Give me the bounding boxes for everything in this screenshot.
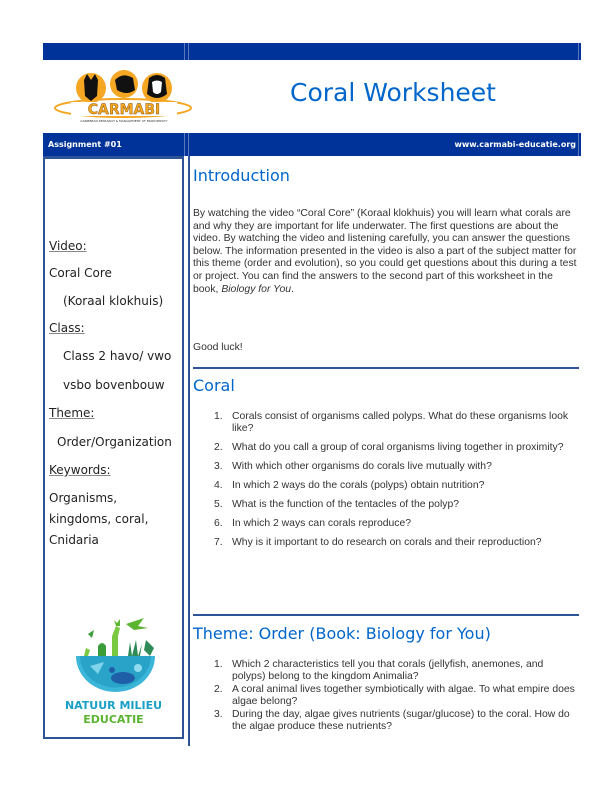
column-divider bbox=[188, 156, 190, 746]
banner-divider bbox=[578, 133, 579, 156]
partner-logo-text-1: NATUUR MILIEU bbox=[64, 699, 163, 712]
list-item: 3. During the day, algae gives nutrients (sugar/glucose) to the coral. How do the algae produce these nutrients? bbox=[214, 709, 570, 732]
list-item: 7. Why is it important to do research on corals and their reproduction? bbox=[214, 537, 542, 548]
svg-text:CARIBBEAN RESEARCH & MANAGEMEN: CARIBBEAN RESEARCH & MANAGEMENT OF BIODIVERSITY bbox=[80, 119, 168, 123]
natuur-milieu-educatie-logo bbox=[68, 614, 163, 694]
banner-divider bbox=[184, 133, 185, 156]
introduction-heading: Introduction bbox=[193, 166, 290, 185]
top-banner-bar bbox=[43, 43, 581, 60]
list-item: 4. In which 2 ways do the corals (polyps) obtain nutrition? bbox=[214, 480, 485, 491]
list-item: 2. What do you call a group of coral organisms living together in proximity? bbox=[214, 442, 564, 453]
theme-label: Theme: bbox=[49, 406, 95, 420]
list-item: 6. In which 2 ways can corals reproduce? bbox=[214, 518, 412, 529]
banner-divider bbox=[578, 43, 579, 60]
assignment-number: Assignment #01 bbox=[48, 140, 122, 149]
coral-questions bbox=[193, 411, 579, 549]
introduction-paragraph bbox=[193, 208, 579, 296]
partner-logo-text-2: EDUCATIE bbox=[83, 713, 144, 726]
svg-text:CARMABI: CARMABI bbox=[87, 102, 161, 118]
section-divider bbox=[193, 614, 579, 616]
list-item: 1. Corals consist of organisms called polyps. What do these organisms look like? bbox=[214, 411, 569, 434]
class-label: Class: bbox=[49, 321, 85, 335]
info-sidebar bbox=[43, 156, 184, 739]
theme-questions bbox=[193, 659, 579, 733]
coral-heading: Coral bbox=[193, 376, 235, 395]
list-item: 1. Which 2 characteristics tell you that corals (jellyfish, anemones, and polyps) belong to the kingdom Animalia? bbox=[214, 659, 544, 682]
book-title: Biology for You bbox=[221, 283, 292, 295]
video-label: Video: bbox=[49, 239, 87, 253]
video-title: Coral Core bbox=[49, 266, 112, 280]
website-link[interactable]: www.carmabi-educatie.org bbox=[454, 140, 576, 149]
keywords-line-1: Organisms, bbox=[49, 491, 118, 505]
list-item: 3. With which other organisms do corals live mutually with? bbox=[214, 461, 492, 472]
page-header bbox=[43, 60, 581, 133]
banner-divider bbox=[188, 133, 189, 156]
section-divider bbox=[193, 367, 579, 369]
class-line-2: vsbo bovenbouw bbox=[63, 378, 165, 392]
page-title: Coral Worksheet bbox=[290, 78, 496, 107]
assignment-bar bbox=[43, 133, 581, 156]
theme-heading: Theme: Order (Book: Biology for You) bbox=[193, 624, 491, 643]
banner-divider bbox=[184, 43, 185, 60]
introduction-closing: Good luck! bbox=[193, 342, 243, 353]
banner-divider bbox=[188, 43, 189, 60]
video-subtitle: (Koraal klokhuis) bbox=[63, 294, 164, 308]
list-item: 5. What is the function of the tentacles of the polyp? bbox=[214, 499, 460, 510]
keywords-line-2: kingdoms, coral, bbox=[49, 512, 149, 526]
class-line-1: Class 2 havo/ vwo bbox=[63, 349, 172, 363]
introduction-text: By watching the video “Coral Core” (Koraal klokhuis) you will learn what corals are and why they are important for life underwater. The first questions are about the video. By watching the video and listening carefully, you can answer the questions below. The information presented in the video is also a part of the subject matter for this theme (order and evolution), so you could get questions about this during a test or project. You can find the answers to the second part of this worksheet in the book, bbox=[193, 208, 577, 295]
carmabi-logo bbox=[51, 68, 196, 126]
theme-value: Order/Organization bbox=[57, 435, 172, 449]
introduction-text-end: . bbox=[291, 283, 294, 295]
keywords-label: Keywords: bbox=[49, 463, 111, 477]
keywords-line-3: Cnidaria bbox=[49, 533, 99, 547]
list-item: 2. A coral animal lives together symbiotically with algae. To what empire does algae belong? bbox=[214, 684, 575, 707]
